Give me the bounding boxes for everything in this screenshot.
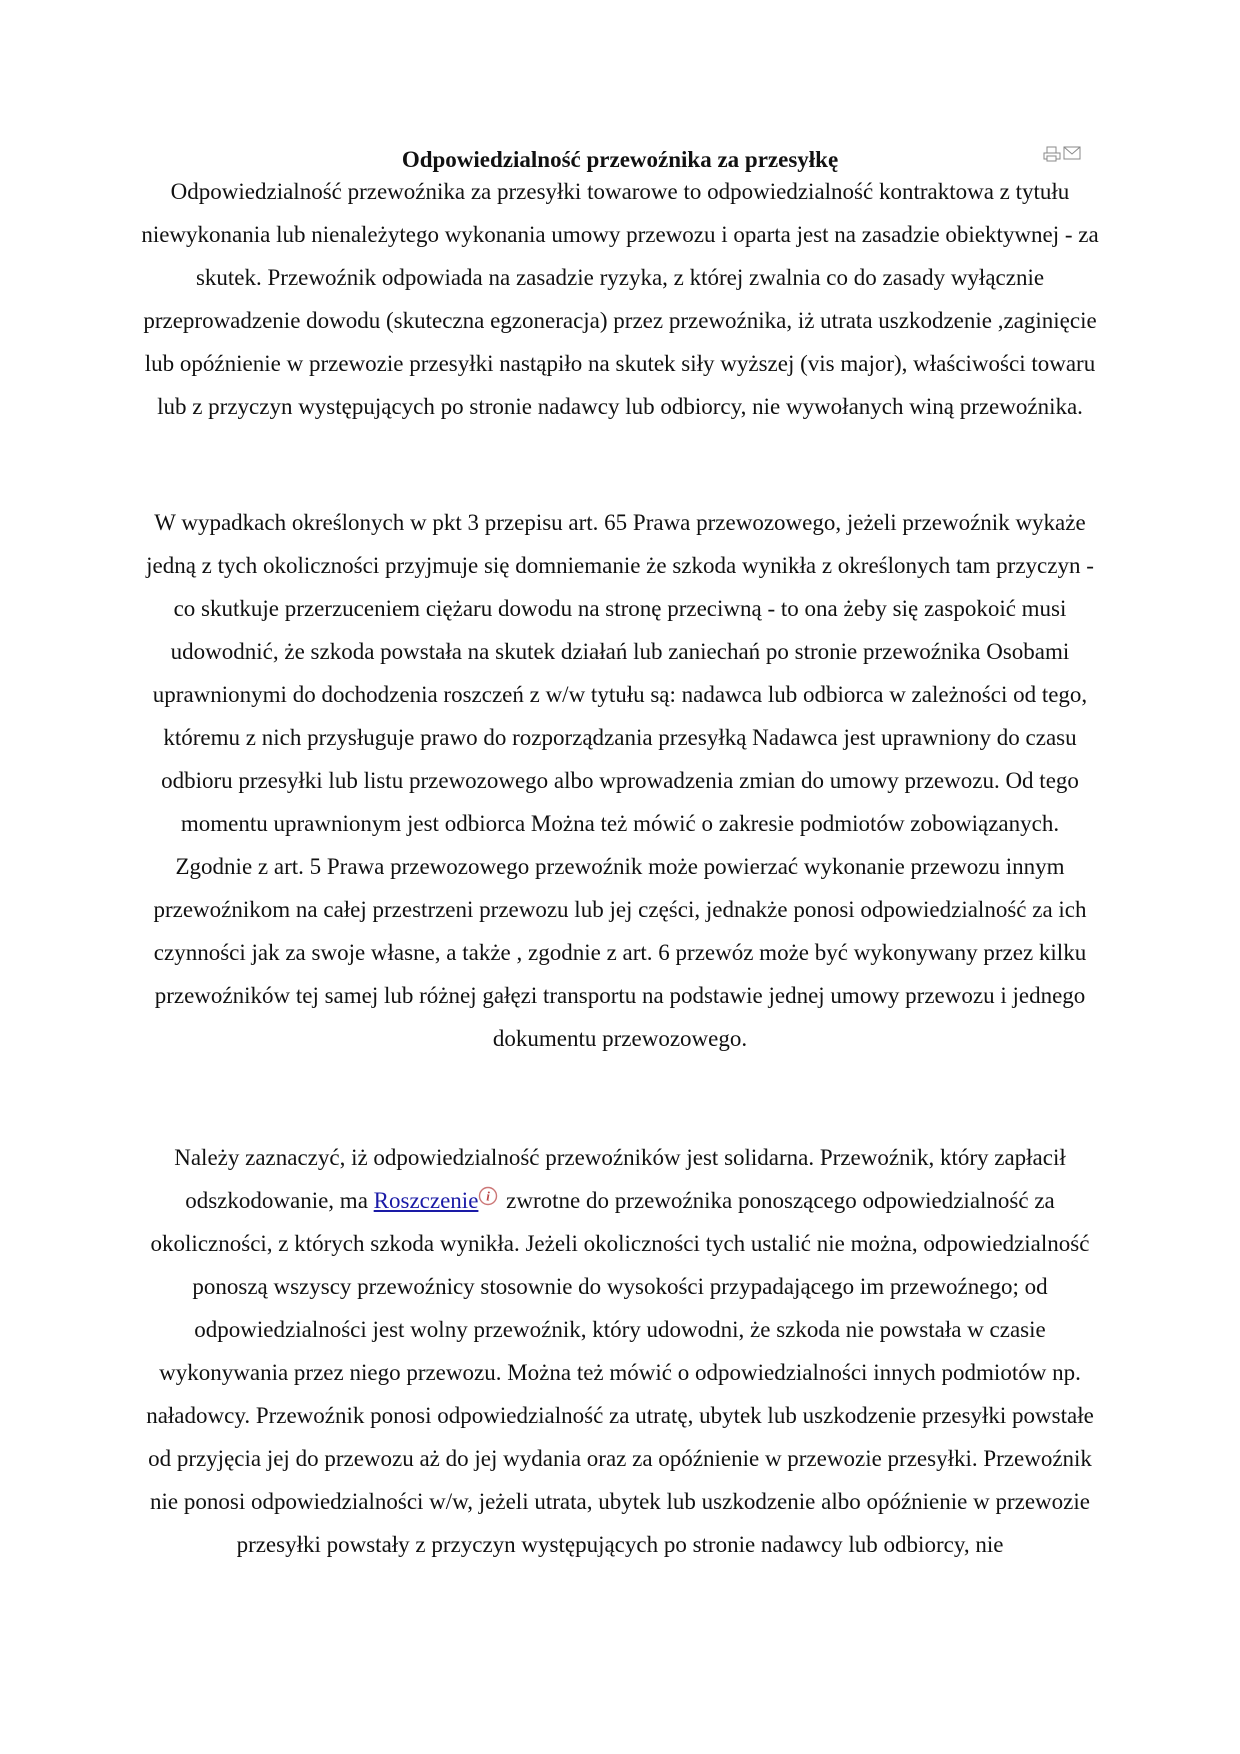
svg-text:i: i bbox=[486, 1188, 491, 1204]
paragraph-3 bbox=[140, 1136, 1100, 1566]
paragraph-3-text-start: Należy zaznaczyć, iż odpowiedzialność przewoźników jest solidarna. Przewoźnik, który zapłacił odszkodowanie, ma bbox=[174, 1145, 1066, 1213]
paragraph-3-text-end: zwrotne do przewoźnika ponoszącego odpowiedzialność za okoliczności, z których szkoda wynikła. Jeżeli okoliczności tych ustalić nie można, odpowiedzialność ponoszą wszyscy przewoźnicy stosownie do wysokości przypadającego im przewoźnego; od odpowiedzialności jest wolny przewoźnik, który udowodni, że szkoda nie powstała w czasie wykonywania przez niego przewozu. Można też mówić o odpowiedzialności innych podmiotów np. naładowcy. Przewoźnik ponosi odpowiedzialność za utratę, ubytek lub uszkodzenie przesyłki powstałe od przyjęcia jej do przewozu aż do jej wydania oraz za opóźnienie w przewozie przesyłki. Przewoźnik nie ponosi odpowiedzialności w/w, jeżeli utrata, ubytek lub uszkodzenie albo opóźnienie w przewozie przesyłki powstały z przyczyn występujących po stronie nadawcy lub odbiorcy, nie bbox=[146, 1188, 1094, 1557]
paragraph-1: Odpowiedzialność przewoźnika za przesyłki towarowe to odpowiedzialność kontraktowa z tytułu niewykonania lub nienależytego wykonania umowy przewozu i oparta jest na zasadzie obiektywnej - za skutek. Przewoźnik odpowiada na zasadzie ryzyka, z której zwalnia co do zasady wyłącznie przeprowadzenie dowodu (skuteczna egzoneracja) przez przewoźnika, iż utrata uszkodzenie ,zaginięcie lub opóźnienie w przewozie przesyłki nastąpiło na skutek siły wyższej (vis major), właściwości towaru lub z przyczyn występujących po stronie nadawcy lub odbiorcy, nie wywołanych winą przewoźnika. bbox=[141, 179, 1099, 419]
info-icon[interactable] bbox=[478, 1177, 498, 1220]
roszczenie-link[interactable]: Roszczenie bbox=[373, 1188, 479, 1213]
document-title: Odpowiedzialność przewoźnika za przesyłkę bbox=[401, 147, 839, 172]
paragraph-2: W wypadkach określonych w pkt 3 przepisu art. 65 Prawa przewozowego, jeżeli przewoźnik wykaże jedną z tych okoliczności przyjmuje się domniemanie że szkoda wynikła z określonych tam przyczyn - co skutkuje przerzuceniem ciężaru dowodu na stronę przeciwną - to ona żeby się zaspokoić musi udowodnić, że szkoda powstała na skutek działań lub zaniechań po stronie przewoźnika Osobami uprawnionymi do dochodzenia roszczeń z w/w tytułu są: nadawca lub odbiorca w zależności od tego, któremu z nich przysługuje prawo do rozporządzania przesyłką Nadawca jest uprawniony do czasu odbioru przesyłki lub listu przewozowego albo wprowadzenia zmian do umowy przewozu. Od tego momentu uprawnionym jest odbiorca Można też mówić o zakresie podmiotów zobowiązanych. Zgodnie z art. 5 Prawa przewozowego przewoźnik może powierzać wykonanie przewozu innym przewoźnikom na całej przestrzeni przewozu lub jej części, jednakże ponosi odpowiedzialność za ich czynności jak za swoje własne, a także , zgodnie z art. 6 przewóz może być wykonywany przez kilku przewoźników tej samej lub różnej gałęzi transportu na podstawie jednej umowy przewozu i jednego dokumentu przewozowego. bbox=[146, 510, 1094, 1051]
